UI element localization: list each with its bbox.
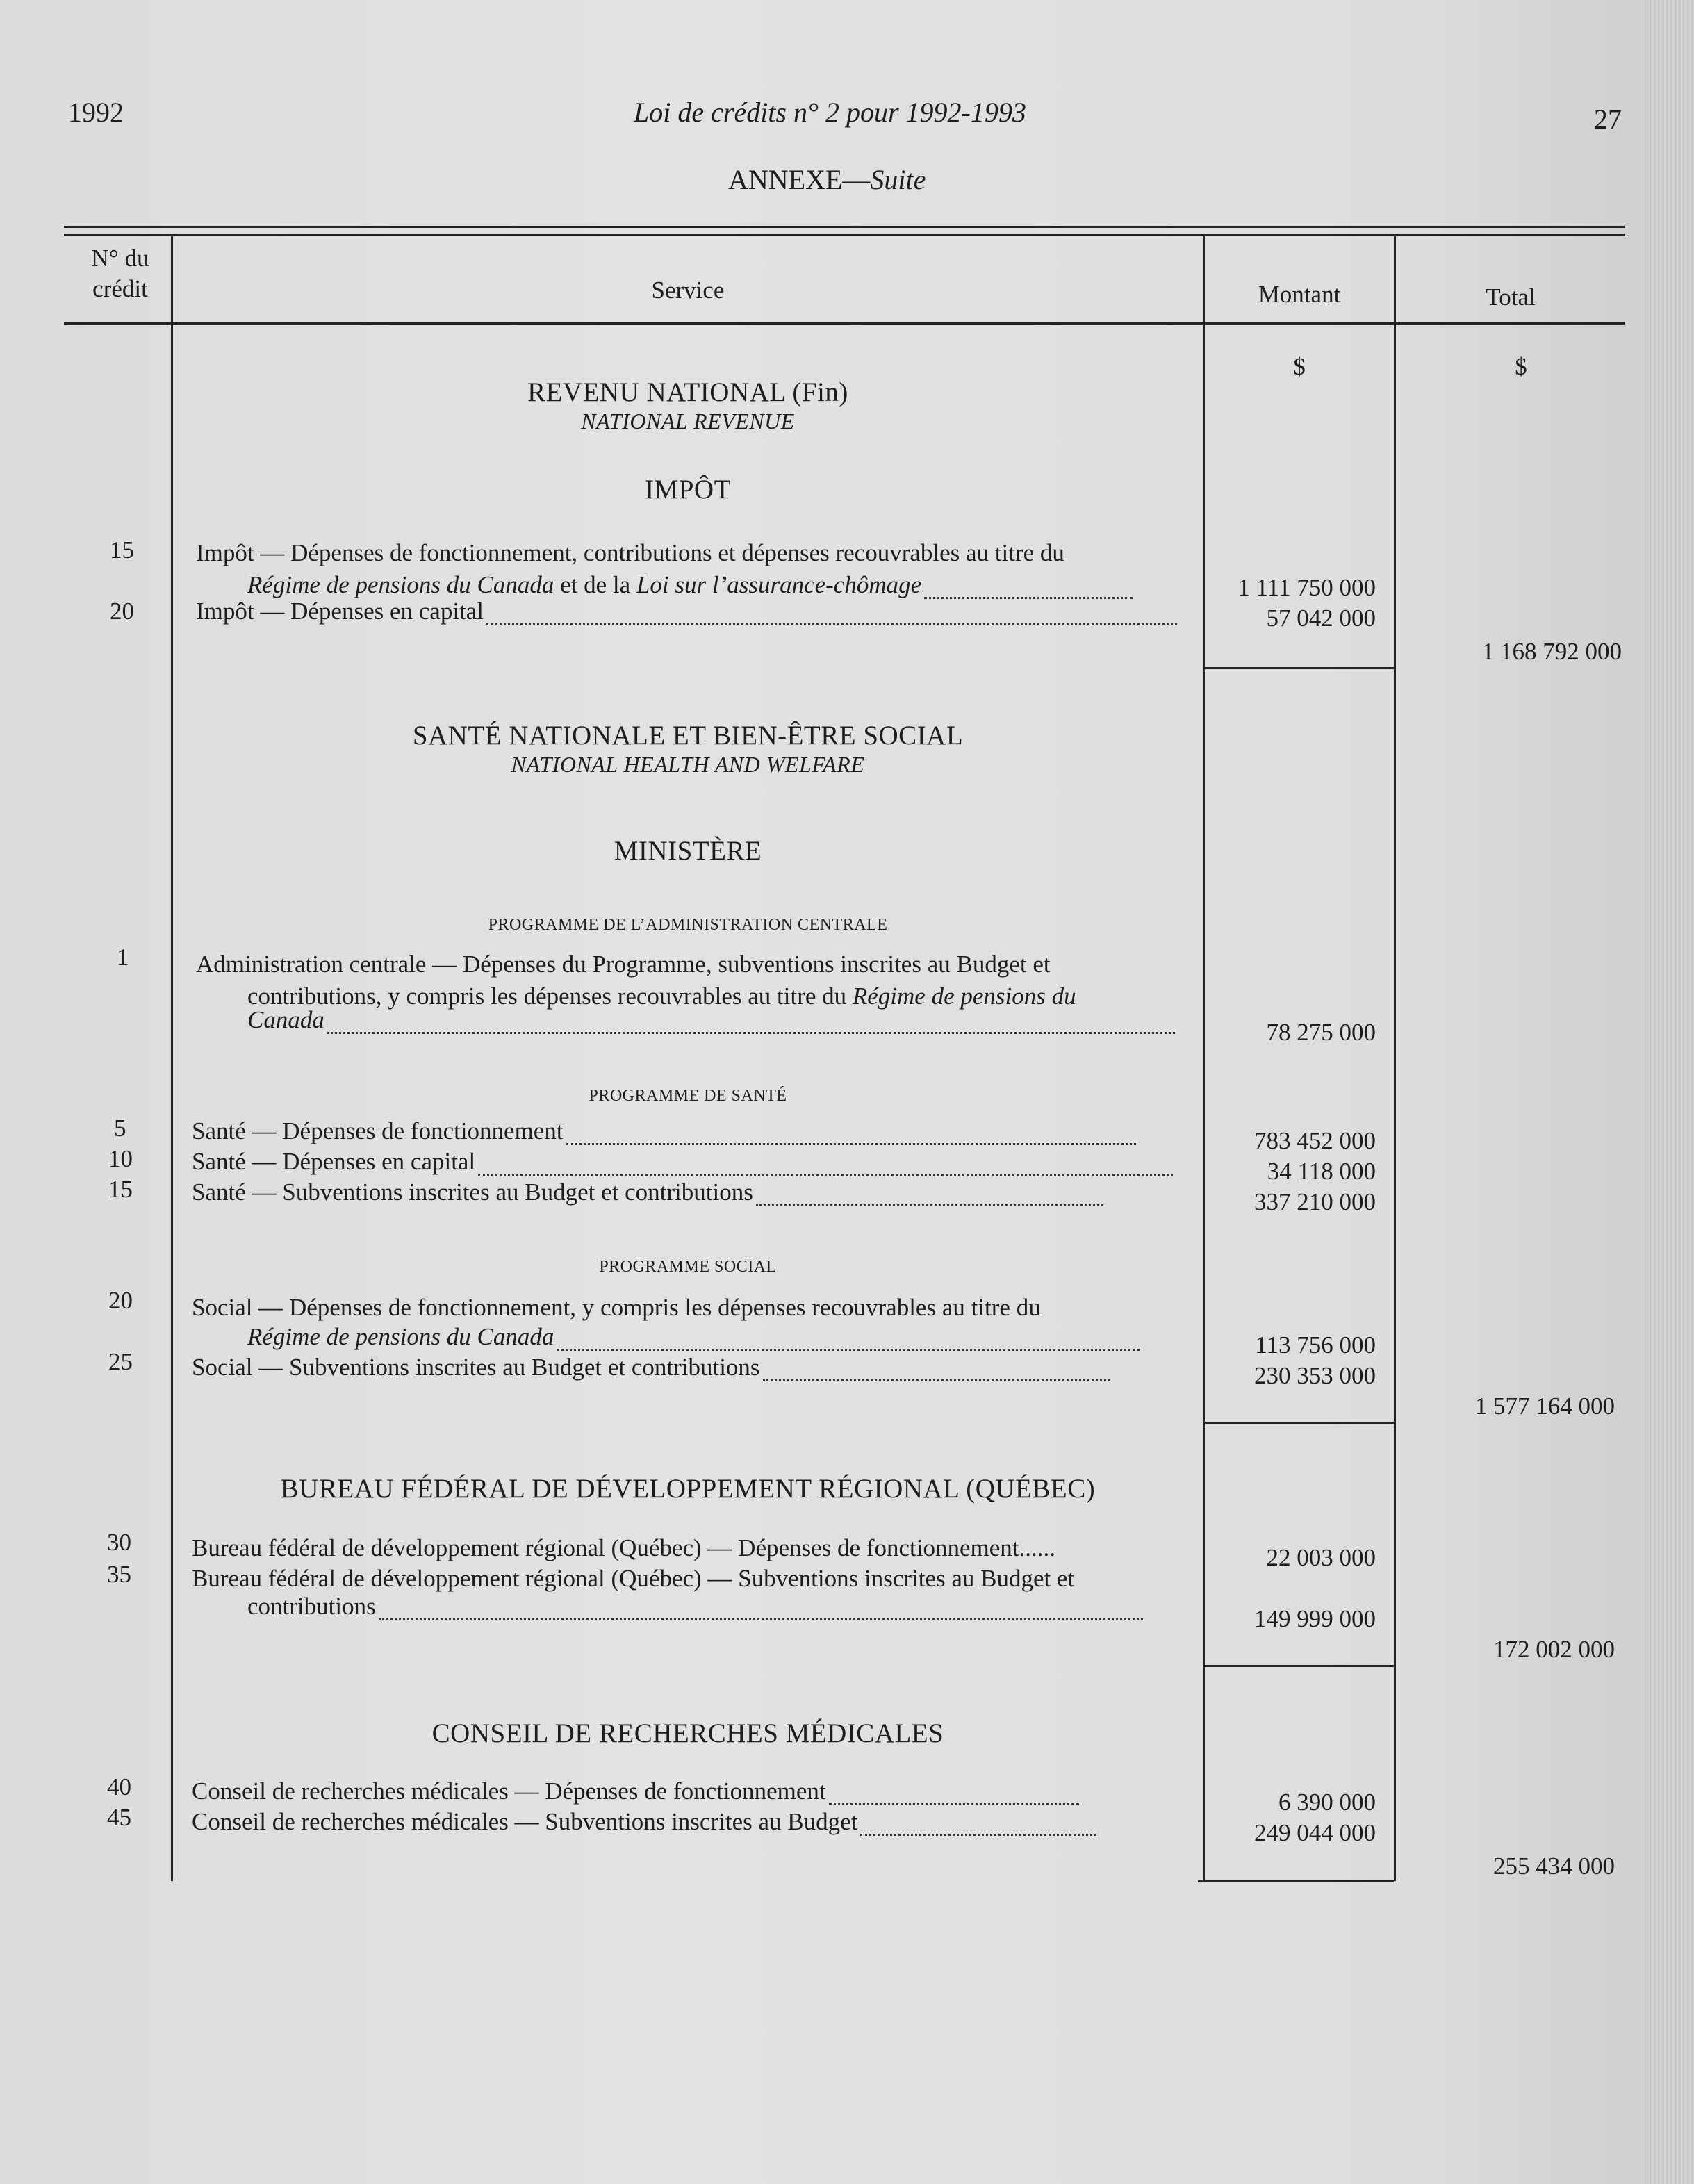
vote-number: 1 [117,944,129,971]
subtotal-rule [1198,1880,1394,1882]
subtotal-rule [1205,1665,1394,1667]
vote-number: 20 [110,598,134,625]
vote-number: 15 [108,1176,133,1203]
total-cell: 1 168 792 000 [1481,638,1622,665]
row-text: contributions [247,1593,376,1620]
row-text-ital: Régime de pensions du [852,983,1076,1010]
dot-leader [557,1348,1140,1351]
page-number: 27 [1594,104,1622,135]
section-title-health: SANTÉ NATIONALE ET BIEN-ÊTRE SOCIAL [412,721,964,750]
section-title-bureau: BUREAU FÉDÉRAL DE DÉVELOPPEMENT RÉGIONAL (QUÉBEC) [280,1474,1096,1504]
table-top-rule-1 [64,226,1625,228]
header-service: Service [651,277,725,304]
vote-number: 10 [108,1145,133,1172]
row-text-plain: et de la [554,571,636,598]
row-text: Social — Dépenses de fonctionnement, y compris les dépenses recouvrables au titre du [192,1294,1041,1321]
row-text-leader [247,1593,1177,1620]
amount-cell: 230 353 000 [1254,1362,1376,1389]
total-cell: 172 002 000 [1493,1636,1615,1663]
row-text: Social — Subventions inscrites au Budget et contributions [192,1354,760,1381]
annex-suffix: Suite [870,164,926,195]
amount-unit: $ [1293,353,1306,380]
header-total: Total [1486,284,1536,311]
dot-leader [327,1031,1175,1034]
dot-leader [829,1803,1079,1805]
section-subtitle-revenue: NATIONAL REVENUE [581,409,795,434]
row-text: Bureau fédéral de développement régional (Québec) — Dépenses de fonctionnement...... [192,1534,1055,1561]
row-text-leader [192,1148,1177,1176]
col-divider-total [1394,234,1396,1881]
vote-number: 20 [108,1287,133,1314]
amount-cell: 34 118 000 [1267,1158,1376,1185]
dot-leader [566,1142,1136,1145]
total-unit: $ [1515,353,1527,380]
row-text-leader [192,1354,1177,1381]
dot-leader [478,1173,1173,1176]
vote-number: 5 [114,1115,126,1142]
section-heading-ministere: MINISTÈRE [614,836,762,866]
section-title-revenue: REVENU NATIONAL (Fin) [527,377,848,407]
amount-cell: 22 003 000 [1266,1544,1376,1571]
vote-number: 15 [110,536,134,564]
row-text-leader [247,1323,1177,1351]
table-top-rule-2 [64,234,1625,236]
total-cell: 255 434 000 [1493,1853,1615,1880]
header-vote-line1: N° du [91,245,149,272]
amount-cell: 1 111 750 000 [1237,574,1376,601]
row-text-plain: contributions, y compris les dépenses recouvrables au titre du [247,983,853,1010]
dot-leader [763,1379,1110,1381]
amount-cell: 113 756 000 [1255,1331,1376,1358]
amount-cell: 57 042 000 [1266,605,1376,632]
section-heading-impot: IMPÔT [645,475,731,504]
program-heading: PROGRAMME SOCIAL [599,1258,777,1276]
amount-cell: 249 044 000 [1254,1819,1376,1846]
row-text-leader [196,598,1177,625]
row-text-leader [247,571,1177,599]
row-text-leader [192,1179,1177,1206]
row-text: Santé — Subventions inscrites au Budget et contributions [192,1179,753,1206]
row-text: Bureau fédéral de développement régional (Québec) — Subventions inscrites au Budget et [192,1565,1075,1592]
row-text: Impôt — Dépenses de fonctionnement, contributions et dépenses recouvrables au titre du [196,539,1064,566]
amount-cell: 783 452 000 [1254,1127,1376,1154]
row-text-ital: Régime de pensions du Canada [247,571,554,598]
header-vote-line2: crédit [92,275,148,302]
section-subtitle-health: NATIONAL HEALTH AND WELFARE [511,752,865,777]
amount-cell: 78 275 000 [1266,1019,1376,1046]
subtotal-rule [1205,667,1394,669]
amount-cell: 149 999 000 [1254,1605,1376,1632]
annex-label: ANNEXE— [728,164,871,195]
table-header-rule [64,322,1625,325]
row-text-leader [192,1808,1177,1836]
row-text-leader [192,1117,1177,1145]
row-text: Santé — Dépenses en capital [192,1148,476,1175]
row-text-leader [192,1777,1177,1805]
dot-leader [379,1618,1143,1620]
header-year: 1992 [68,97,124,128]
col-divider-amount [1203,234,1205,1881]
dot-leader [860,1833,1096,1836]
vote-number: 30 [107,1529,131,1556]
dot-leader [486,623,1177,625]
amount-cell: 337 210 000 [1254,1188,1376,1215]
row-text-leader [247,1006,1177,1034]
header-title: Loi de crédits n° 2 pour 1992-1993 [634,97,1026,128]
vote-number: 45 [107,1804,131,1831]
header-vote [69,243,171,304]
header-amount: Montant [1258,281,1341,308]
row-text-ital: Loi sur l’assurance-chômage [636,571,922,598]
page-edge [1650,0,1694,2184]
row-text: Administration centrale — Dépenses du Programme, subventions inscrites au Budget et [196,951,1051,978]
section-title-council: CONSEIL DE RECHERCHES MÉDICALES [431,1718,944,1748]
annex-title [728,163,926,196]
dot-leader [756,1204,1103,1206]
vote-number: 25 [108,1348,133,1375]
program-heading: PROGRAMME DE L’ADMINISTRATION CENTRALE [488,916,888,934]
row-text-ital: Canada [247,1006,324,1033]
vote-number: 40 [107,1773,131,1800]
amount-cell: 6 390 000 [1278,1789,1376,1816]
row-text: Impôt — Dépenses en capital [196,598,484,625]
vote-number: 35 [107,1561,131,1588]
row-text: Conseil de recherches médicales — Subventions inscrites au Budget [192,1808,858,1835]
row-text-ital: Régime de pensions du Canada [247,1323,554,1350]
total-cell: 1 577 164 000 [1474,1393,1615,1420]
row-text: Santé — Dépenses de fonctionnement [192,1117,564,1144]
subtotal-rule [1205,1422,1394,1424]
row-text: Conseil de recherches médicales — Dépenses de fonctionnement [192,1777,826,1805]
program-heading: PROGRAMME DE SANTÉ [589,1087,787,1105]
